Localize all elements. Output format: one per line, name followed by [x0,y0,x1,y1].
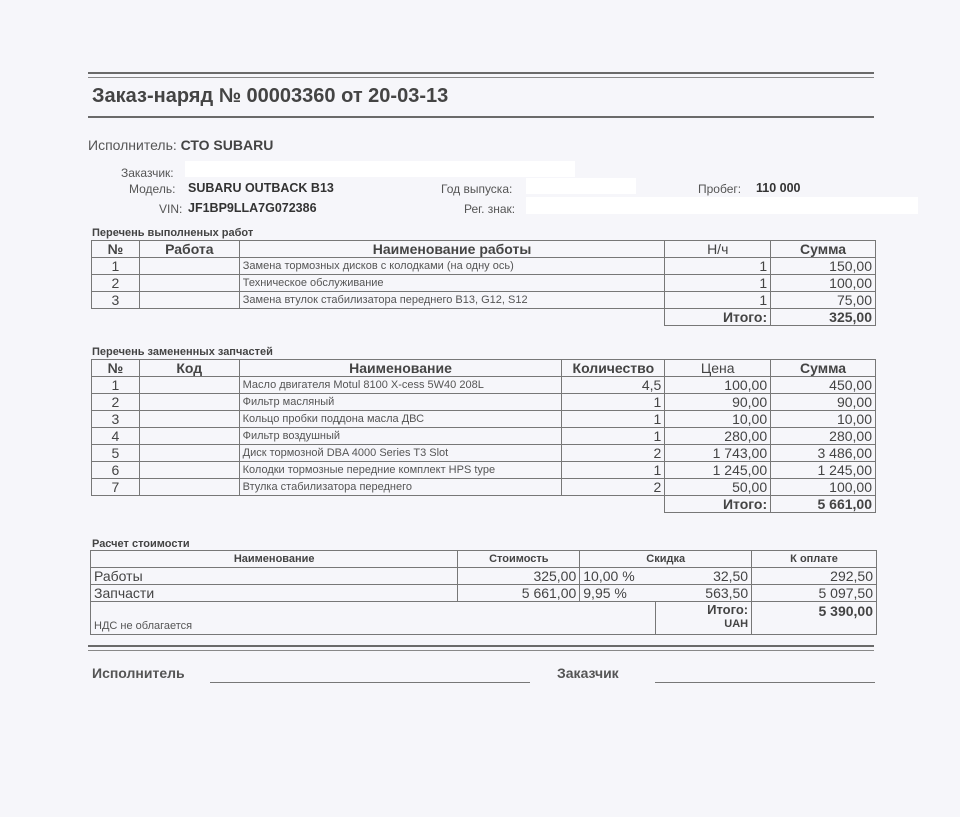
parts-sum: 1 245,00 [771,462,876,479]
works-name: Техническое обслуживание [239,275,665,292]
parts-price: 1 245,00 [665,462,771,479]
parts-sum: 100,00 [771,479,876,496]
works-name: Замена втулок стабилизатора переднего B13, G12, S12 [239,292,665,309]
calc-col-discount: Скидка [580,551,752,568]
works-total-row [92,309,876,326]
parts-price: 50,00 [665,479,771,496]
calc-name: Работы [91,568,458,585]
parts-name: Фильтр масляный [239,394,562,411]
table-row [92,479,876,496]
parts-code [139,377,239,394]
works-code [139,258,239,275]
table-row [92,428,876,445]
works-col-n: № [92,241,140,258]
parts-name: Масло двигателя Motul 8100 X-cess 5W40 208L [239,377,562,394]
parts-qty: 1 [562,411,665,428]
parts-price: 280,00 [665,428,771,445]
calc-pay: 292,50 [752,568,877,585]
calc-col-cost: Стоимость [458,551,580,568]
title-rule [88,116,874,118]
table-row [92,275,876,292]
table-row [91,585,877,602]
parts-name: Колодки тормозные передние комплект HPS type [239,462,562,479]
year-label: Год выпуска: [441,182,513,196]
executor-value: СТО SUBARU [180,137,274,153]
customer-label: Заказчик: [121,166,174,180]
customer-signature-label: Заказчик [557,665,619,681]
parts-price: 100,00 [665,377,771,394]
parts-code [139,462,239,479]
parts-col-sum: Сумма [771,360,876,377]
top-rule [88,72,874,74]
parts-qty: 2 [562,445,665,462]
calc-total-value: 5 390,00 [752,602,877,635]
bottom-rule [88,645,874,647]
parts-qty: 1 [562,428,665,445]
works-total-value: 325,00 [771,309,876,326]
parts-header-row [92,360,876,377]
table-row [91,568,877,585]
calc-header-row [91,551,877,568]
parts-qty: 4,5 [562,377,665,394]
calc-total-label: Итого: [707,602,749,617]
parts-name: Диск тормозной DBA 4000 Series T3 Slot [239,445,562,462]
calc-currency: UAH [724,618,749,630]
table-row [92,411,876,428]
model-label: Модель: [129,182,176,196]
works-hours: 1 [665,292,771,309]
works-n: 1 [92,258,140,275]
calc-name: Запчасти [91,585,458,602]
works-n: 2 [92,275,140,292]
parts-code [139,479,239,496]
parts-col-qty: Количество [562,360,665,377]
parts-n: 7 [92,479,140,496]
parts-name: Фильтр воздушный [239,428,562,445]
works-sum: 75,00 [771,292,876,309]
calc-pay: 5 097,50 [752,585,877,602]
calc-col-name: Наименование [91,551,458,568]
works-name: Замена тормозных дисков с колодками (на одну ось) [239,258,665,275]
parts-col-name: Наименование [239,360,562,377]
calc-section-title: Расчет стоимости [92,538,190,550]
parts-code [139,394,239,411]
table-row [92,462,876,479]
parts-code [139,445,239,462]
works-total-label: Итого: [665,309,771,326]
parts-n: 4 [92,428,140,445]
executor-signature-label: Исполнитель [92,665,185,681]
calc-table [90,550,877,635]
executor-row [88,137,273,153]
parts-col-n: № [92,360,140,377]
mileage-label: Пробег: [698,182,742,196]
works-code [139,275,239,292]
parts-code [139,428,239,445]
table-row [92,258,876,275]
customer-signature-line [655,682,875,683]
calc-col-pay: К оплате [752,551,877,568]
works-sum: 150,00 [771,258,876,275]
works-hours: 1 [665,258,771,275]
parts-name: Кольцо пробки поддона масла ДВС [239,411,562,428]
top-rule-inner [88,77,874,78]
parts-n: 2 [92,394,140,411]
executor-signature-line [210,682,530,683]
parts-sum: 3 486,00 [771,445,876,462]
executor-label: Исполнитель: [88,137,177,153]
works-n: 3 [92,292,140,309]
vat-note-text: НДС не облагается [94,620,193,632]
parts-code [139,411,239,428]
parts-n: 6 [92,462,140,479]
works-col-name: Наименование работы [239,241,665,258]
year-redaction [526,178,636,194]
parts-sum: 10,00 [771,411,876,428]
calc-total-label-cell [656,602,752,635]
parts-qty: 2 [562,479,665,496]
works-col-sum: Сумма [771,241,876,258]
calc-disc-pct: 9,95 % [580,585,656,602]
bottom-rule-inner [88,650,874,651]
customer-redaction [185,161,575,177]
parts-qty: 1 [562,462,665,479]
parts-total-label: Итого: [665,496,771,513]
works-hours: 1 [665,275,771,292]
calc-disc-pct: 10,00 % [580,568,656,585]
works-col-hours: Н/ч [665,241,771,258]
parts-price: 1 743,00 [665,445,771,462]
parts-section-title: Перечень замененных запчастей [92,346,273,358]
vin-value: JF1BP9LLA7G072386 [188,201,317,215]
parts-total-row [92,496,876,513]
model-value: SUBARU OUTBACK B13 [188,181,334,195]
vin-label: VIN: [159,202,183,216]
parts-sum: 280,00 [771,428,876,445]
works-table [91,240,876,326]
parts-price: 90,00 [665,394,771,411]
parts-sum: 90,00 [771,394,876,411]
table-row [92,292,876,309]
parts-col-price: Цена [665,360,771,377]
works-section-title: Перечень выполненых работ [92,227,254,239]
works-header-row [92,241,876,258]
calc-cost: 325,00 [458,568,580,585]
table-row [92,377,876,394]
works-sum: 100,00 [771,275,876,292]
parts-sum: 450,00 [771,377,876,394]
mileage-value: 110 000 [756,181,801,195]
parts-total-value: 5 661,00 [771,496,876,513]
table-row [92,445,876,462]
parts-name: Втулка стабилизатора переднего [239,479,562,496]
parts-col-code: Код [139,360,239,377]
parts-qty: 1 [562,394,665,411]
table-row [92,394,876,411]
parts-n: 5 [92,445,140,462]
calc-total-row [91,602,877,635]
works-code [139,292,239,309]
calc-disc-sum: 563,50 [656,585,752,602]
parts-n: 1 [92,377,140,394]
document-title: Заказ-наряд № 00003360 от 20-03-13 [92,85,449,107]
parts-table [91,359,876,513]
parts-price: 10,00 [665,411,771,428]
parts-n: 3 [92,411,140,428]
calc-cost: 5 661,00 [458,585,580,602]
reg-redaction [526,197,918,214]
works-col-code: Работа [139,241,239,258]
vat-note [91,602,656,635]
reg-label: Рег. знак: [464,202,516,216]
calc-disc-sum: 32,50 [656,568,752,585]
